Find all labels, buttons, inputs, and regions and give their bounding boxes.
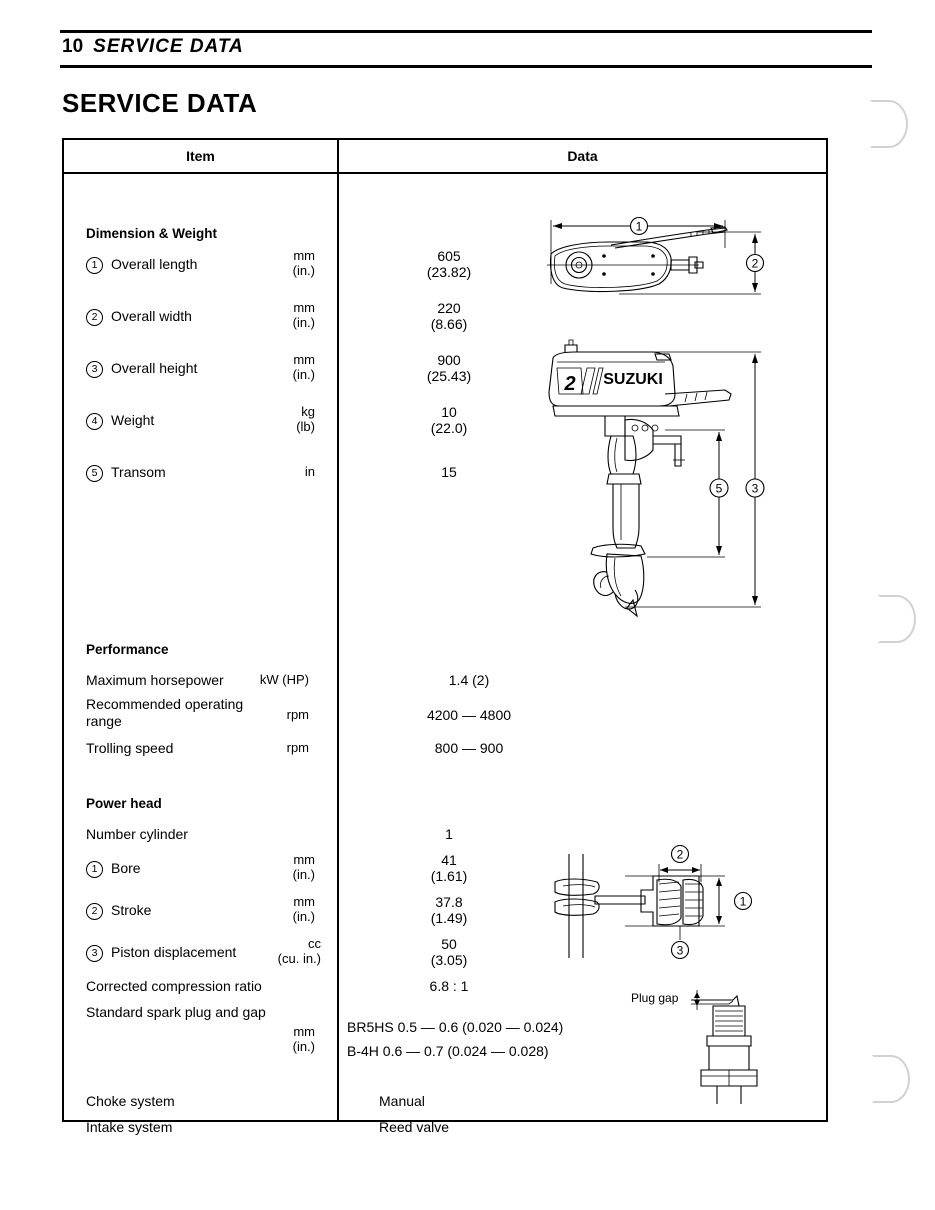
row-unit-recommended-operating-range [287,707,309,722]
unit-line-1: in [304,464,315,479]
row-value-corrected-compression-ratio [379,978,519,994]
header-text [62,36,244,58]
unit-line-1: mm [293,300,315,315]
callout-3-side-view: 3 [751,481,759,496]
row-value-overall-width [379,300,519,332]
row-value-stroke [379,894,519,926]
engine-badge-number: 2 [564,373,576,395]
value-line-1: 220 [437,300,461,316]
value-line-1: 800 — 900 [434,740,504,756]
value-line-2: (22.0) [430,420,468,436]
unit-line-2: (in.) [292,867,315,882]
row-unit-overall-length [293,248,315,278]
unit-line-2: (in.) [292,367,315,382]
value-line-2: (23.82) [426,264,472,280]
value-line-2: (1.49) [430,910,468,926]
row-label-text: Piston displacement [111,944,237,960]
callout-marker-3: 3 [86,361,103,378]
unit-line-1: mm [293,852,315,867]
callout-2-stroke: 2 [676,847,684,862]
value-line-1: 605 [437,248,461,264]
unit-line-1: kg [301,404,315,419]
row-label-text: Recommended operating range [86,696,244,729]
figure-outboard-side-view [529,332,819,632]
row-label-text: Overall height [111,360,198,376]
row-value-recommended-operating-range [379,707,559,723]
callout-1-top-view: 1 [635,219,643,234]
value-line-2: (25.43) [426,368,472,384]
row-value-overall-length [379,248,519,280]
unit-line-1: mm [293,1024,315,1039]
table-body [64,174,826,1135]
callout-2-top-view: 2 [751,256,759,271]
callout-marker-2: 2 [86,309,103,326]
row-value-intake-system [379,1119,559,1135]
unit-line-1: mm [293,894,315,909]
value-line-1: 10 [441,404,457,420]
row-label-weight [86,412,154,430]
row-label-text: Weight [111,412,155,428]
unit-line-1: cc [308,936,321,951]
value-line-1: 900 [437,352,461,368]
binder-ring-artifact [872,1055,910,1103]
row-label-text: Overall length [111,256,198,272]
row-label-choke-system [86,1093,175,1109]
row-label-text: Overall width [111,308,192,324]
row-unit-weight [296,404,315,434]
row-label-bore [86,860,141,878]
row-label-trolling-speed [86,740,173,756]
row-label-text: Corrected compression ratio [86,978,262,994]
item-column [64,174,337,1135]
row-label-intake-system [86,1119,172,1135]
figure-piston-bore-stroke [549,846,819,966]
row-value-overall-height [379,352,519,384]
callout-marker-5: 5 [86,465,103,482]
unit-line-1: mm [293,248,315,263]
row-value-piston-displacement [379,936,519,968]
row-unit-overall-height [293,352,315,382]
callout-marker-3: 3 [86,945,103,962]
value-line-1: 15 [441,464,457,480]
data-column [339,174,826,1135]
row-label-stroke [86,902,151,920]
column-header-data: Data [567,148,598,164]
unit-line-2: (in.) [292,263,315,278]
group-title-performance: Performance [86,642,169,657]
row-label-text: Number cylinder [86,826,188,842]
table-header-row [64,140,826,174]
row-value-standard-spark-plug-and-gap [347,1019,667,1059]
value-line-1: 50 [441,936,457,952]
figure-spark-plug [629,984,829,1104]
unit-line-1: mm [293,352,315,367]
callout-1-bore: 1 [739,894,747,909]
value-line-2: B-4H 0.6 — 0.7 (0.024 — 0.028) [347,1043,549,1059]
row-label-standard-spark-plug-and-gap [86,1004,266,1020]
callout-marker-1: 1 [86,861,103,878]
column-header-item: Item [186,148,215,164]
callout-5-side-view: 5 [715,481,723,496]
page-number: 10 [62,36,84,57]
row-label-text: Trolling speed [86,740,174,756]
value-line-1: 6.8 : 1 [429,978,469,994]
running-title: SERVICE DATA [93,36,244,57]
value-line-1: Reed valve [379,1119,450,1135]
value-line-2: (1.61) [430,868,468,884]
unit-line-1: rpm [286,707,309,722]
unit-line-1: rpm [286,740,309,755]
row-label-text: Standard spark plug and gap [86,1004,266,1020]
value-line-2: (3.05) [430,952,468,968]
callout-3-displacement: 3 [676,943,684,958]
header-rule-top [60,30,872,33]
row-value-number-cylinder [379,826,519,842]
group-title-power-head: Power head [86,796,162,811]
row-unit-bore [293,852,315,882]
value-line-1: 41 [441,852,457,868]
row-label-overall-height [86,360,197,378]
value-line-1: Manual [379,1093,425,1109]
row-unit-maximum-horsepower [260,672,309,687]
row-label-overall-length [86,256,197,274]
row-value-trolling-speed [379,740,559,756]
row-label-text: Stroke [111,902,152,918]
row-value-transom [379,464,519,480]
row-unit-overall-width [293,300,315,330]
row-label-corrected-compression-ratio [86,978,262,994]
value-line-1: BR5HS 0.5 — 0.6 (0.020 — 0.024) [347,1019,564,1035]
row-unit-piston-displacement [278,936,321,966]
row-label-text: Transom [111,464,166,480]
row-label-number-cylinder [86,826,188,842]
row-label-maximum-horsepower [86,672,224,688]
row-unit-stroke [293,894,315,924]
row-label-text: Maximum horsepower [86,672,224,688]
row-label-recommended-operating-range [86,696,261,730]
row-label-text: Choke system [86,1093,175,1109]
row-unit-trolling-speed [287,740,309,755]
value-line-1: 1.4 (2) [448,672,490,688]
row-value-choke-system [379,1093,559,1109]
unit-line-1: kW (HP) [259,672,309,687]
value-line-1: 37.8 [435,894,463,910]
row-label-overall-width [86,308,192,326]
unit-line-2: (in.) [292,315,315,330]
page-title: SERVICE DATA [62,88,258,118]
unit-line-2: (in.) [292,909,315,924]
row-label-text: Bore [111,860,141,876]
unit-line-2: (cu. in.) [277,951,321,966]
binder-ring-artifact [878,595,916,643]
row-value-maximum-horsepower [379,672,559,688]
value-line-1: 4200 — 4800 [426,707,512,723]
row-label-transom [86,464,166,482]
row-value-bore [379,852,519,884]
row-unit-standard-spark-plug-and-gap [293,1024,315,1054]
plug-gap-label: Plug gap [631,991,679,1005]
callout-marker-2: 2 [86,903,103,920]
figure-outboard-top-view [529,212,819,342]
row-label-text: Intake system [86,1119,173,1135]
running-header [60,30,872,68]
callout-marker-4: 4 [86,413,103,430]
unit-line-2: (in.) [292,1039,315,1054]
row-label-piston-displacement [86,944,236,962]
service-data-table [62,138,828,1135]
row-value-weight [379,404,519,436]
unit-line-2: (lb) [296,419,315,434]
binder-ring-artifact [870,100,908,148]
engine-brand-text: SUZUKI [603,371,663,388]
header-rule-bottom [60,65,872,68]
row-unit-transom [305,464,315,479]
group-title-dimension-weight: Dimension & Weight [86,226,218,241]
callout-marker-1: 1 [86,257,103,274]
value-line-1: 1 [445,826,453,842]
value-line-2: (8.66) [430,316,468,332]
